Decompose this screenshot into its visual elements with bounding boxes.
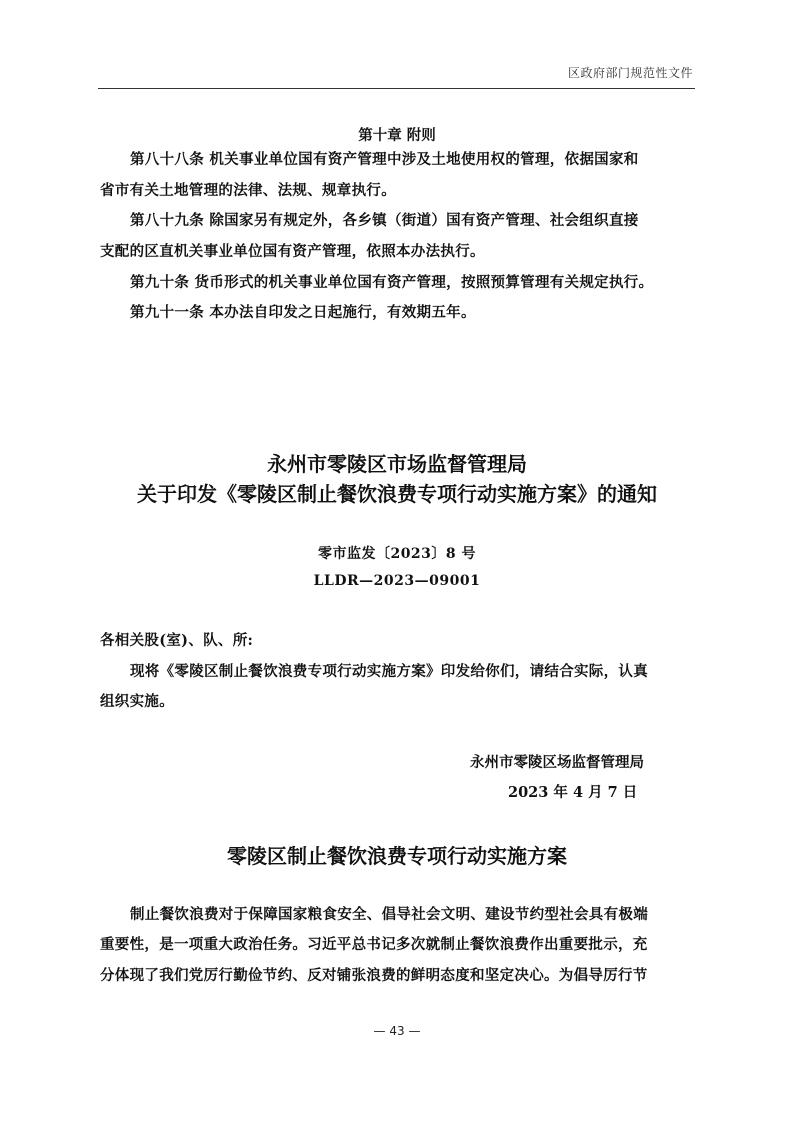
notice-title-line-2: 关于印发《零陵区制止餐饮浪费专项行动实施方案》的通知	[137, 482, 657, 506]
page-number: — 43 —	[373, 1024, 421, 1038]
notice-body-line-2: 组织实施。	[100, 693, 174, 710]
plan-paragraph-line-1: 制止餐饮浪费对于保障国家粮食安全、倡导社会文明、建设节约型社会具有极端	[130, 906, 648, 923]
document-number: 零市监发〔2023〕8 号	[317, 546, 477, 562]
registration-number: LLDR—2023—09001	[313, 573, 481, 589]
article-88-line-2: 省市有关土地管理的法律、法规、规章执行。	[100, 182, 396, 199]
signature-organization: 永州市零陵区场监督管理局	[470, 754, 644, 771]
article-89-line-2: 支配的区直机关事业单位国有资产管理，依照本办法执行。	[100, 243, 485, 260]
plan-paragraph-line-3: 分体现了我们党厉行勤俭节约、反对铺张浪费的鲜明态度和坚定决心。为倡导厉行节	[100, 967, 648, 984]
notice-body-line-1: 现将《零陵区制止餐饮浪费专项行动实施方案》印发给你们，请结合实际，认真	[130, 663, 648, 680]
article-89-line-1: 第八十九条 除国家另有规定外，各乡镇（街道）国有资产管理、社会组织直接	[130, 212, 639, 229]
signature-date: 2023 年 4 月 7 日	[508, 784, 638, 801]
plan-paragraph-line-2: 重要性，是一项重大政治任务。习近平总书记多次就制止餐饮浪费作出重要批示，充	[100, 936, 648, 953]
header-text: 区政府部门规范性文件	[567, 66, 693, 80]
article-91: 第九十一条 本办法自印发之日起施行，有效期五年。	[130, 304, 476, 321]
article-88-line-1: 第八十八条 机关事业单位国有资产管理中涉及土地使用权的管理，依据国家和	[130, 151, 639, 168]
plan-title: 零陵区制止餐饮浪费专项行动实施方案	[227, 844, 567, 868]
addressee: 各相关股(室)、队、所:	[100, 632, 254, 649]
article-90: 第九十条 货币形式的机关事业单位国有资产管理，按照预算管理有关规定执行。	[130, 274, 654, 291]
notice-title-line-1: 永州市零陵区市场监督管理局	[267, 452, 527, 476]
page-header	[98, 60, 695, 89]
chapter-title: 第十章 附则	[358, 127, 436, 144]
